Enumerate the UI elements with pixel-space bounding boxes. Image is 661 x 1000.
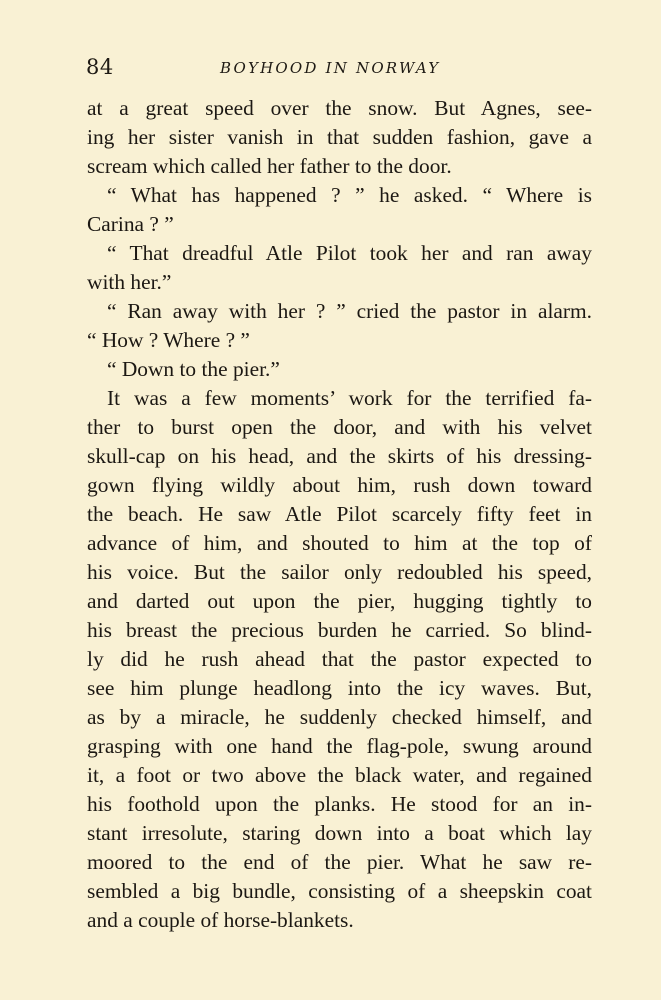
body-text (87, 94, 592, 935)
text-line: and darted out upon the pier, hugging tightly to (87, 589, 592, 613)
text-line: It was a few moments’ work for the terrified fa- (107, 386, 592, 410)
text-line: as by a miracle, he suddenly checked himself, and (87, 705, 592, 729)
text-line: moored to the end of the pier. What he saw re- (87, 850, 592, 874)
text-line: “ Ran away with her ? ” cried the pastor in alarm. (107, 299, 592, 323)
running-head (86, 55, 596, 81)
text-line: ly did he rush ahead that the pastor expected to (87, 647, 592, 671)
text-line: ing her sister vanish in that sudden fashion, gave a (87, 125, 592, 149)
text-line: skull-cap on his head, and the skirts of his dressing- (87, 444, 592, 468)
text-line: his breast the precious burden he carried. So blind- (87, 618, 592, 642)
text-line: ther to burst open the door, and with his velvet (87, 415, 592, 439)
text-line: at a great speed over the snow. But Agnes, see- (87, 96, 592, 120)
text-line: and a couple of horse-blankets. (87, 908, 354, 932)
text-line: sembled a big bundle, consisting of a sheepskin coat (87, 879, 592, 903)
text-line: gown flying wildly about him, rush down toward (87, 473, 592, 497)
text-line: “ What has happened ? ” he asked. “ Where is (107, 183, 592, 207)
text-line: his voice. But the sailor only redoubled his speed, (87, 560, 592, 584)
text-line: advance of him, and shouted to him at the top of (87, 531, 592, 555)
text-line: stant irresolute, staring down into a boat which lay (87, 821, 592, 845)
text-line: “ How ? Where ? ” (87, 328, 250, 352)
text-line: “ Down to the pier.” (107, 357, 280, 381)
text-line: see him plunge headlong into the icy waves. But, (87, 676, 592, 700)
text-line: scream which called her father to the door. (87, 154, 452, 178)
text-line: “ That dreadful Atle Pilot took her and ran away (107, 241, 592, 265)
text-line: the beach. He saw Atle Pilot scarcely fifty feet in (87, 502, 592, 526)
text-line: it, a foot or two above the black water, and regained (87, 763, 592, 787)
text-line: Carina ? ” (87, 212, 174, 236)
text-line: his foothold upon the planks. He stood for an in- (87, 792, 592, 816)
text-line: with her.” (87, 270, 172, 294)
page-number: 84 (86, 55, 114, 79)
book-title: BOYHOOD IN NORWAY (220, 59, 441, 77)
text-line: grasping with one hand the flag-pole, swung around (87, 734, 592, 758)
